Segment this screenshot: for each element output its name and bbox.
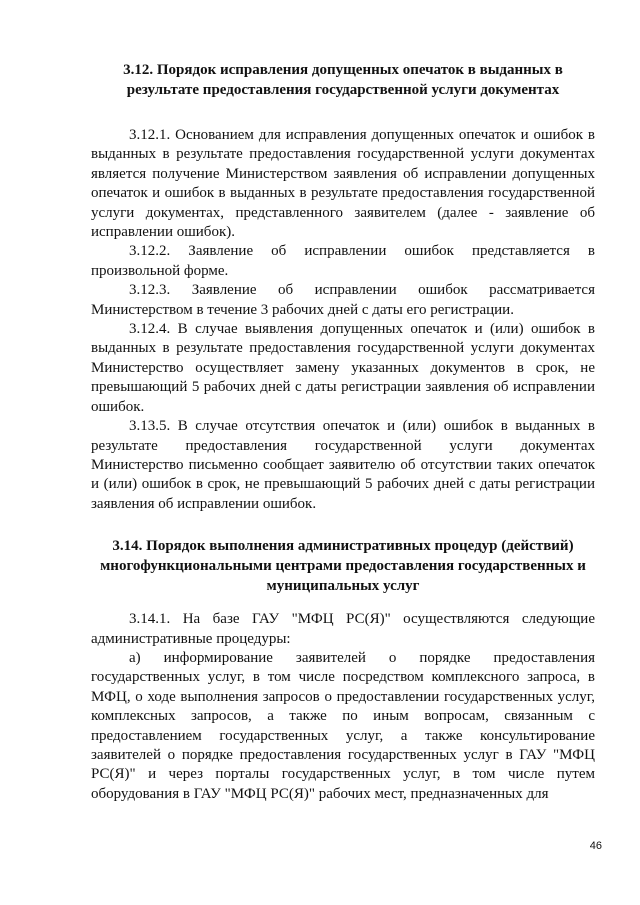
paragraph-3-14-1: 3.14.1. На базе ГАУ "МФЦ РС(Я)" осуществляются следующие административные процедуры: [91, 611, 595, 647]
heading-line: результате предоставления государственной услуги документах [126, 82, 560, 98]
paragraph-3-12-2: 3.12.2. Заявление об исправлении ошибок представляется в произвольной форме. [91, 243, 595, 279]
heading-line: муниципальных услуг [266, 578, 420, 595]
paragraph-3-13-5: 3.13.5. В случае отсутствия опечаток и (или) ошибок в выданных в результате предоставления государственной услуги документах Министерство письменно сообщает заявителю об отсутствии таких опечаток и (или) ошибок в срок, не превышающий 5 рабочих дней с даты регистрации заявления об исправлении ошибок. [91, 418, 595, 512]
heading-line: многофункциональными центрами предоставления государственных и [100, 558, 586, 575]
page-content [91, 60, 595, 804]
paragraph-3-12-3: 3.12.3. Заявление об исправлении ошибок рассматривается Министерством в течение 3 рабочих дней с даты его регистрации. [91, 282, 595, 318]
paragraph-3-14-1-a: а) информирование заявителей о порядке предоставления государственных услуг, в том числе посредством комплексного запроса, в МФЦ, о ходе выполнения запросов о предоставлении государственных услуг, комплексных запросов, а также по иным вопросам, связанным с предоставлением государственных услуг, а также консультирование заявителей о порядке предоставления государственных услуг в ГАУ "МФЦ РС(Я)" и через порталы государственных услуг, в том числе путем оборудования в ГАУ "МФЦ РС(Я)" рабочих мест, предназначенных для [91, 649, 595, 802]
heading-line: 3.14. Порядок выполнения административных процедур (действий) [112, 538, 574, 555]
heading-line: 3.12. Порядок исправления допущенных опечаток в выданных в [123, 62, 563, 78]
paragraph-3-12-4: 3.12.4. В случае выявления допущенных опечаток и (или) ошибок в выданных в результате предоставления государственной услуги документах Министерство осуществляет замену указанных документов в срок, не превышающий 5 рабочих дней с даты регистрации заявления об исправлении ошибок. [91, 321, 595, 415]
section-3-12-heading [91, 60, 595, 100]
paragraph-3-12-1: 3.12.1. Основанием для исправления допущенных опечаток и ошибок в выданных в результате предоставления государственной услуги документах является получение Министерством заявления об исправлении допущенных опечаток и ошибок в выданных в результате предоставления государственной услуги документах, представленного заявителем (далее - заявление об исправлении ошибок). [91, 127, 595, 241]
section-3-14-heading [91, 536, 595, 596]
page-number: 46 [589, 840, 602, 852]
